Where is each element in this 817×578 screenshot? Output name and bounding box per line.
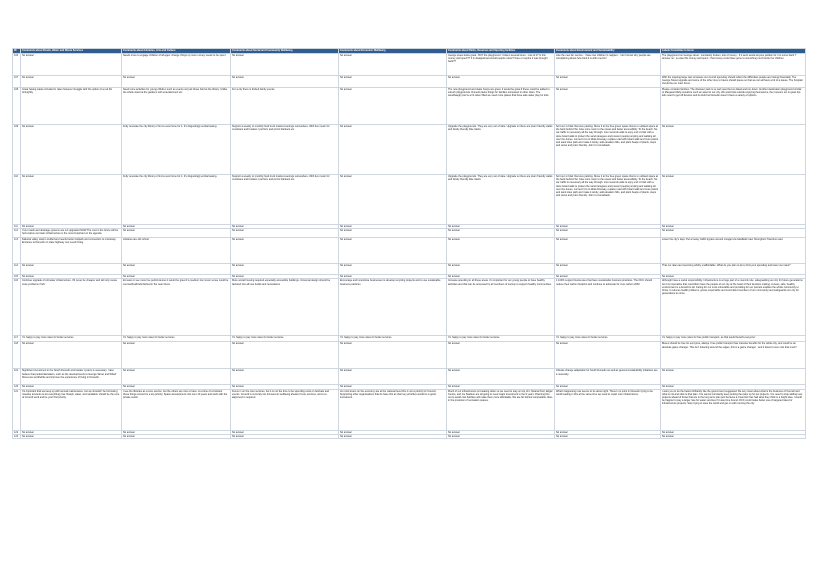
table-cell: Great having waste included in rates however struggle with the option of a red bin fortnightly. (21, 88, 122, 125)
table-cell: No answer (555, 88, 661, 125)
table-cell: No answer (339, 175, 447, 225)
table-cell: No answer (21, 54, 122, 76)
table-cell: No answer (339, 76, 447, 88)
row-id: 112 (13, 229, 21, 238)
table-cell: Kaikorai valley road is stuffed and needs better footpath and connection to motorway. Entrance to Dunedin on state highway one needs fixing (21, 238, 122, 264)
table-cell: Please consider families. The dinosaur park is so well used but so dated and run down. Another destination playground similar to Margaret Mahy would be such an asset to our city. We want kids outside enjoying themselves, the museum etc is great but kids need to get off devices and be kids but Dunedin doesn't have a variety of options. (661, 88, 806, 125)
table-cell: No answer (339, 275, 447, 279)
table-cell: No answer (661, 430, 806, 434)
table-cell: No answer (231, 369, 339, 385)
table-row (13, 76, 806, 88)
table-cell: Although have a social responsibility. Infrastructure is a huge part of a councils role, safeguarding our city for future generations but it is imperative that councillors have the people of our city at the heart of their decision making. A clean, safe, healthy environment is a benefit to all. Caring for our most vulnerable and providing for our poorest enables the whole community to thrive. It reduces health problems, grows responsible and committed members of our community and safeguards our city for generations to come. (661, 279, 806, 336)
table-cell: No answer (231, 76, 339, 88)
table-cell: No answer (339, 434, 447, 438)
table-cell: No answer (231, 229, 339, 238)
table-cell: Support a weekly or monthly food truck market evenings somewhere. With live music for musicians and buskers t perform and picnic blankets etc. (231, 125, 339, 175)
table-cell: No answer (555, 238, 661, 264)
table-cell: Much of our infrastructure is breaking down so we need to stay on top of it. Moana Pool, Edgar Centre, and Ice Stadium are all going to need major investment in the 9 years. Planning this out to avoid cost bubbles will make them more affordable. We are far behind comparable cities in the provision of recreation spaces. (447, 389, 555, 430)
table-cell: No answer (21, 76, 122, 88)
column-header: Comments about Economic Wellbeing (339, 49, 447, 54)
table-cell: Upgrade the playgrounds. They are very out of date. Upgrade so there are pram friendly walks and family friendly bike tracks (447, 175, 555, 225)
table-row (13, 88, 806, 125)
table-cell: I'm happy to pay more rates for better services (122, 336, 231, 342)
table-cell: No answer (231, 238, 339, 264)
table-cell: Like the new bin service : I have two children in nappies : I don't know why people are complaining about how hard it is with one bin! (555, 54, 661, 76)
table-cell: Continue upgrade of old water infrastructure. It'll never be cheaper and will only cause more problems if left. (21, 279, 122, 336)
table-cell: No answer (339, 225, 447, 229)
row-id: 123 (13, 434, 21, 438)
table-cell: No answer (447, 434, 555, 438)
table-cell: 1 100% support businesses that have sustainable business practices. The DCC should reduce their carbon footprint and continue to advocate for zero carbon 2030 (555, 279, 661, 336)
table-cell: No answer (339, 88, 447, 125)
table-cell: No answer (231, 434, 339, 438)
row-id: 119 (13, 369, 21, 385)
table-cell: Sort out st Clair. Remove parking. Move it to the free green space that is un utilised space at the back behind Tai. Give more room to the ocean and better accessibility. To the beach. No car traffic is necessary all the way through. Lion seconds walk to espy end st Clair with a dune board walk to protect the sand ranagues and prevent people jumping and walking all over the dunes, connect it to st kilda driveway, replace road with board walk and more plants and sand sites path and make it windy, add elevation hills, and plant heaps of plants, steps and views and pram friendly. Join it to tomahawk. (555, 125, 661, 175)
table-cell: No answer (339, 430, 447, 434)
table-cell: No answer (21, 434, 122, 438)
submissions-table (12, 48, 806, 439)
table-cell: As most levers on the economy are at the national level this is not a priority for Council. Supporting other organisations that do have this as their key priorities would be a good investment. (339, 389, 447, 430)
table-cell: Fully renovate the city library or find a new home for it. It's disgustingly embarrassing. (122, 125, 231, 175)
row-id: 120 (13, 385, 21, 389)
table-cell: No answer (447, 275, 555, 279)
table-cell: No answer (21, 275, 122, 279)
table-cell: No answer (555, 275, 661, 279)
table-cell: With the ongoing large rate increases our council spending should reflect the difficulties people are having financially. The George Street upgrade and some of the other nice to haves should pause so that we can all have a bit of a pause. The hospital should be our main focus. (661, 76, 806, 88)
table-cell: No answer (339, 125, 447, 175)
table-cell: No answer (555, 264, 661, 275)
table-cell: What's happening now seems to be about right. There's no point in Dunedin trying to be world leading in this at the same time we need to repair core infrastructure. (555, 389, 661, 430)
table-cell: No answer (661, 369, 806, 385)
table-cell: No answer (231, 430, 339, 434)
table-cell: That our rates are becoming wholly unaffordable. What do you plan to do to limit your spending and lower our rates? (661, 264, 806, 275)
column-header: Comments about Environment and Sustainability (555, 49, 661, 54)
row-id: 115 (13, 275, 21, 279)
table-row (13, 125, 806, 175)
row-id: 114 (13, 264, 21, 275)
table-cell: I'm happy to pay more rates for free public transport, as that would benefit everyone! (661, 336, 806, 342)
table-cell: Climate change adaptation for South Dunedin as well as general sustainability initiatives are a necessity. (555, 369, 661, 385)
row-id: 106 (13, 54, 21, 76)
table-row (13, 229, 806, 238)
table-row (13, 342, 806, 369)
table-row (13, 434, 806, 438)
table-cell: It's important that we keep up with annual maintenance, but we shouldn't be borrowing massive amounts to do everything now. Roads, water, and sanitation should be the core of Council work and be your first priority. (21, 389, 122, 430)
table-cell: No answer (21, 175, 122, 225)
table-cell: No answer (339, 238, 447, 264)
table-cell: Libraries are old school (122, 238, 231, 264)
table-cell: No answer (447, 76, 555, 88)
table-cell: Buses should be free for everyone, always. Free public transport has massive benefits for the whole city, and could be an absolute game changer. This isn't tinkering around the edges, this is a game changer : and it doesn't even cost that much! (661, 342, 806, 369)
table-cell: No answer (21, 385, 122, 389)
table-row (13, 54, 806, 76)
column-header: Labels Committee to know (661, 49, 806, 54)
row-id: 116 (13, 279, 21, 336)
row-id: 113 (13, 238, 21, 264)
table-cell: No answer (555, 225, 661, 229)
table-cell: No answer (122, 275, 231, 279)
table-row (13, 279, 806, 336)
table-cell: No answer (21, 225, 122, 229)
table-row (13, 369, 806, 385)
table-cell: No answer (122, 369, 231, 385)
table-cell: No answer (555, 76, 661, 88)
table-cell: Significant investment in the South Dunedin stormwater system is necessary. I also believe that pedestrianisation, such as the developments to George Street and Wharf Street are worthwhile and improve the experience of living in Dunedin. (21, 369, 122, 385)
table-cell: No answer (339, 369, 447, 385)
column-header: Comments about Libraries, Arts and Culture (122, 49, 231, 54)
submissions-sheet (12, 48, 805, 439)
table-cell: No answer (661, 275, 806, 279)
table-cell: Fully renovate the city library or find a new home for it. It's disgustingly embarrassing. (122, 175, 231, 225)
row-id: 111 (13, 225, 21, 229)
table-cell: The playground on George street : constantly broken, lots of money : if it went would anyone petition for it to come back ? Answer no : so was this money well spent : that money could have gone to something much better for children (661, 54, 806, 76)
table-cell: No answer (231, 54, 339, 76)
table-cell: Focus in on the core services, but it is not the time to be spending extra on festivals and events. Council is currently too focused on wellbeing ahead of core services, and a re-alignment is required. (231, 389, 339, 430)
table-cell: No answer (447, 238, 555, 264)
table-cell: Sort out st Clair. Remove parking. Move it to the free green space that is un utilised space at the back behind Tai. Give more room to the ocean and better accessibility. To the beach. No car traffic is necessary all the way through. Lion seconds walk to espy end st Clair with a dune board walk to protect the sand ranagues and prevent people jumping and walking all over the dunes, connect it to st kilda driveway, replace road with board walk and more plants and sand sites path and make it windy, add elevation hills, and plant heaps of plants, steps and views and pram friendly. Join it to tomahawk. (555, 175, 661, 225)
table-cell: No answer (555, 385, 661, 389)
column-header: Comments about Social and Community Wellbeing (231, 49, 339, 54)
table-cell: No answer (447, 264, 555, 275)
table-cell: No answer (447, 430, 555, 434)
table-cell: No answer (555, 342, 661, 369)
table-cell: Upgrade the playgrounds. They are very out of date. Upgrade so there are pram friendly walks and family friendly bike tracks (447, 125, 555, 175)
table-cell: No answer (339, 229, 447, 238)
table-cell: I see the libraries as a core service, but the others are nice to have. At a time of constraint these things cannot be a top priority. Space development cost over 10 years and work with the private sector. (122, 389, 231, 430)
table-cell: No answer (447, 385, 555, 389)
column-header: ID (13, 49, 21, 54)
table-cell: No answer (339, 264, 447, 275)
table-cell: No answer (231, 275, 339, 279)
table-cell: No answer (231, 225, 339, 229)
column-header: Comments about Roads, Water and Waste Services (21, 49, 122, 54)
table-cell: No answer (661, 175, 806, 225)
table-cell: I want you to do the basics brilliantly like the government suggested. Be very clear about what is the business of Council and what is not and stick to that plan. You cannot constantly keep putting the rates up for pet projects. You need to stop adding new projects ahead of those that are in the long term plan just because a Councilor has had what they think is a bright idea. I would be happier to pay a larger rate for water services if it was time bound. DCC could make better use of targeted rates for infrastructure projects. Stop trying to save the world and get on with running the city. (661, 389, 806, 430)
table-cell: If our roads and drainage systems are not upgraded NOW The cost in the future will be horrendous our basic infrastructure is the most important on the agenda. (21, 229, 122, 238)
table-cell: No answer (122, 225, 231, 229)
table-row (13, 238, 806, 264)
table-cell: No answer (122, 434, 231, 438)
table-cell: No answer (555, 229, 661, 238)
table-cell: No answer (447, 225, 555, 229)
table-cell: No answer (555, 430, 661, 434)
table-cell: No answer (339, 54, 447, 76)
table-cell: The new playground and skate hoops are great. It would be great if these could be added to suburb playgrounds. Dunedin lacks things for families compared to other cities. The woodbaugh pool is a hit when filled we need more places that have safe water play for kids (447, 88, 555, 125)
table-cell: No answer (122, 342, 231, 369)
table-cell: No answer (231, 342, 339, 369)
table-cell: Need more activities for young children such as events not just those held at the library. Unlike the whole stand at the gardens with entertainment etc (122, 88, 231, 125)
table-body (13, 54, 806, 439)
row-id: 110 (13, 175, 21, 225)
table-cell: Increase spending in all these areas. It's important for our young people to have healthy activities and that can be accessed by all members of society to support healthy communities. (447, 279, 555, 336)
row-id: 121 (13, 389, 21, 430)
table-cell: Needs more to engage children of all ages: change things up more money needs to be spent (122, 54, 231, 76)
table-cell: No answer (661, 229, 806, 238)
table-cell: No answer (21, 264, 122, 275)
table-cell: No answer (122, 264, 231, 275)
table-cell: No answer (661, 434, 806, 438)
table-cell: Lower the city's dept. Put a heavy traffic bypass around mosgiel via Gladfield road. Stronghton Townbus road (661, 238, 806, 264)
table-cell: No answer (339, 342, 447, 369)
row-id: 122 (13, 430, 21, 434)
row-id: 108 (13, 88, 21, 125)
table-cell: No answer (661, 225, 806, 229)
table-cell: No answer (122, 385, 231, 389)
table-cell: No answer (661, 125, 806, 175)
row-id: 109 (13, 125, 21, 175)
table-cell: More social housing required especially accessible buildings. Universal design should be factored into all new builds and renovations (231, 279, 339, 336)
table-cell: Ex least or see more live performances it would be great if a medium low music venue could be sourced/built/refurbished in the near future (122, 279, 231, 336)
table-cell: No answer (21, 430, 122, 434)
table-cell: No answer (21, 125, 122, 175)
table-row (13, 175, 806, 225)
table-cell: I'm happy to pay more rates for better services (555, 336, 661, 342)
row-id: 107 (13, 76, 21, 88)
column-header: Comments about Parks, Reserves and Sporting facilities (447, 49, 555, 54)
table-cell: No answer (661, 385, 806, 389)
table-cell: No answer (122, 229, 231, 238)
table-cell: I'm happy to pay more rates for better services (447, 336, 555, 342)
table-cell: No answer (21, 342, 122, 369)
table-cell: No answer (447, 369, 555, 385)
table-cell: No answer (231, 385, 339, 389)
table-cell: No answer (231, 264, 339, 275)
table-cell: For a city there is limited family events. (231, 88, 339, 125)
table-cell: I'm happy to pay more rates for better services (21, 336, 122, 342)
row-id: 117 (13, 336, 21, 342)
table-row (13, 389, 806, 430)
table-row (13, 264, 806, 275)
table-cell: No answer (447, 342, 555, 369)
table-cell: No answer (339, 385, 447, 389)
table-cell: Encourage and incentivise businesses to develop recycling projects and to use sustainable business practices (339, 279, 447, 336)
row-id: 118 (13, 342, 21, 369)
table-cell: No answer (447, 229, 555, 238)
table-cell: I'm happy to pay more rates for better services (231, 336, 339, 342)
table-cell: No answer (122, 430, 231, 434)
table-cell: Support a weekly or monthly food truck market evenings somewhere. With live music for musicians and buskers t perform and picnic blankets etc. (231, 175, 339, 225)
table-cell: No answer (555, 434, 661, 438)
table-cell: I'm happy to pay more rates for better services (339, 336, 447, 342)
table-cell: No answer (122, 76, 231, 88)
table-cell: George street looks great : BUT the playground : broken several times : cost of it? Is this money well spent?? It is disappointed would people notice? Care or require it was brought back?? (447, 54, 555, 76)
